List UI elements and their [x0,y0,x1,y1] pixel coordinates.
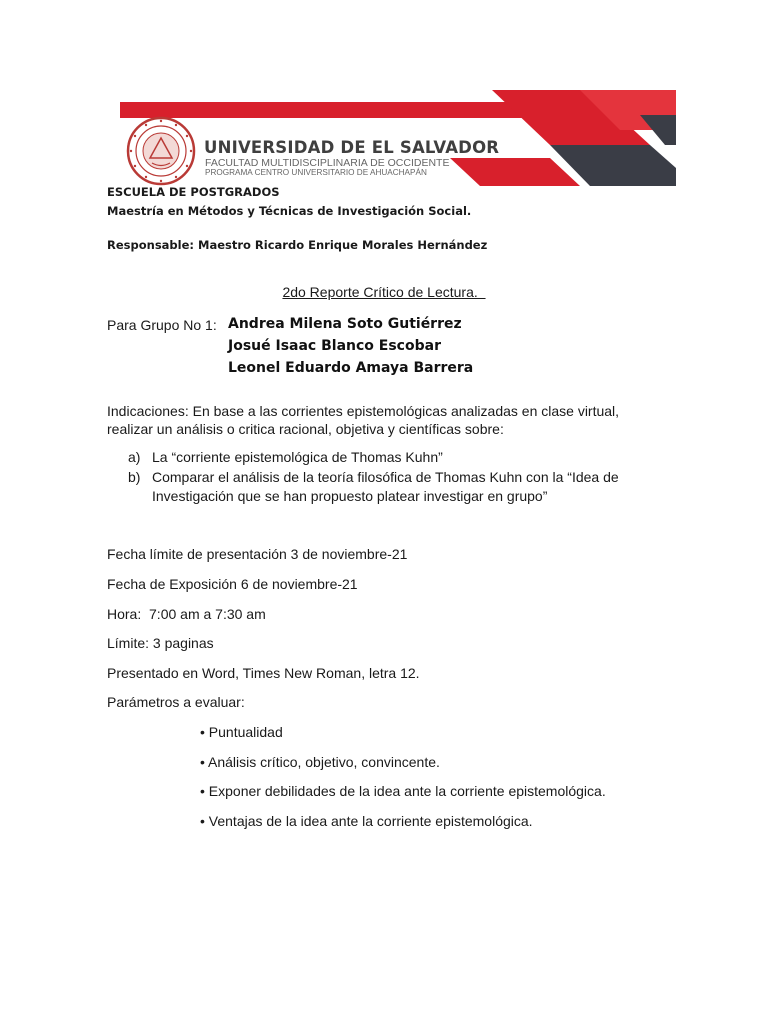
deadline-line: Fecha límite de presentación 3 de noviembre-21 [107,546,408,562]
task-list [128,448,688,506]
parameter-item: • Análisis crítico, objetivo, convincente. [200,754,440,770]
report-title: 2do Reporte Crítico de Lectura. [282,284,486,300]
faculty-name: FACULTAD MULTIDISCIPLINARIA DE OCCIDENTE [205,157,450,169]
group-member: Josué Isaac Blanco Escobar [228,338,441,354]
parameter-item: • Ventajas de la idea ante la corriente epistemológica. [200,813,533,829]
group-member: Andrea Milena Soto Gutiérrez [228,316,462,332]
list-marker: b) [128,469,141,485]
master-program: Maestría en Métodos y Técnicas de Investigación Social. [107,204,472,218]
parameters-label: Parámetros a evaluar: [107,694,245,710]
parameter-item: • Exponer debilidades de la idea ante la corriente epistemológica. [200,783,606,799]
group-member: Leonel Eduardo Amaya Barrera [228,360,474,376]
university-name: UNIVERSIDAD DE EL SALVADOR [204,138,500,157]
responsible-line: Responsable: Maestro Ricardo Enrique Morales Hernández [107,238,488,252]
university-seal-icon [126,116,196,186]
time-line: Hora: 7:00 am a 7:30 am [107,606,266,622]
list-item [128,468,688,506]
school-name: ESCUELA DE POSTGRADOS [107,185,280,199]
indications-paragraph: Indicaciones: En base a las corrientes epistemológicas analizadas en clase virtual, realizar un análisis o critica racional, objetiva y científicas sobre: [107,403,620,437]
list-item-text: La “corriente epistemológica de Thomas Kuhn” [152,449,443,465]
exposition-line: Fecha de Exposición 6 de noviembre-21 [107,576,358,592]
list-item-text: Comparar el análisis de la teoría filosófica de Thomas Kuhn con la “Idea de Investigación que se han propuesto platear investigar en grupo” [152,469,619,504]
list-item [128,448,688,467]
list-marker: a) [128,449,141,465]
group-label: Para Grupo No 1: [107,317,221,333]
program-name: PROGRAMA CENTRO UNIVERSITARIO DE AHUACHAPÁN [205,168,427,177]
parameter-item: • Puntualidad [200,724,283,740]
format-line: Presentado en Word, Times New Roman, letra 12. [107,665,420,681]
page-limit-line: Límite: 3 paginas [107,635,214,651]
